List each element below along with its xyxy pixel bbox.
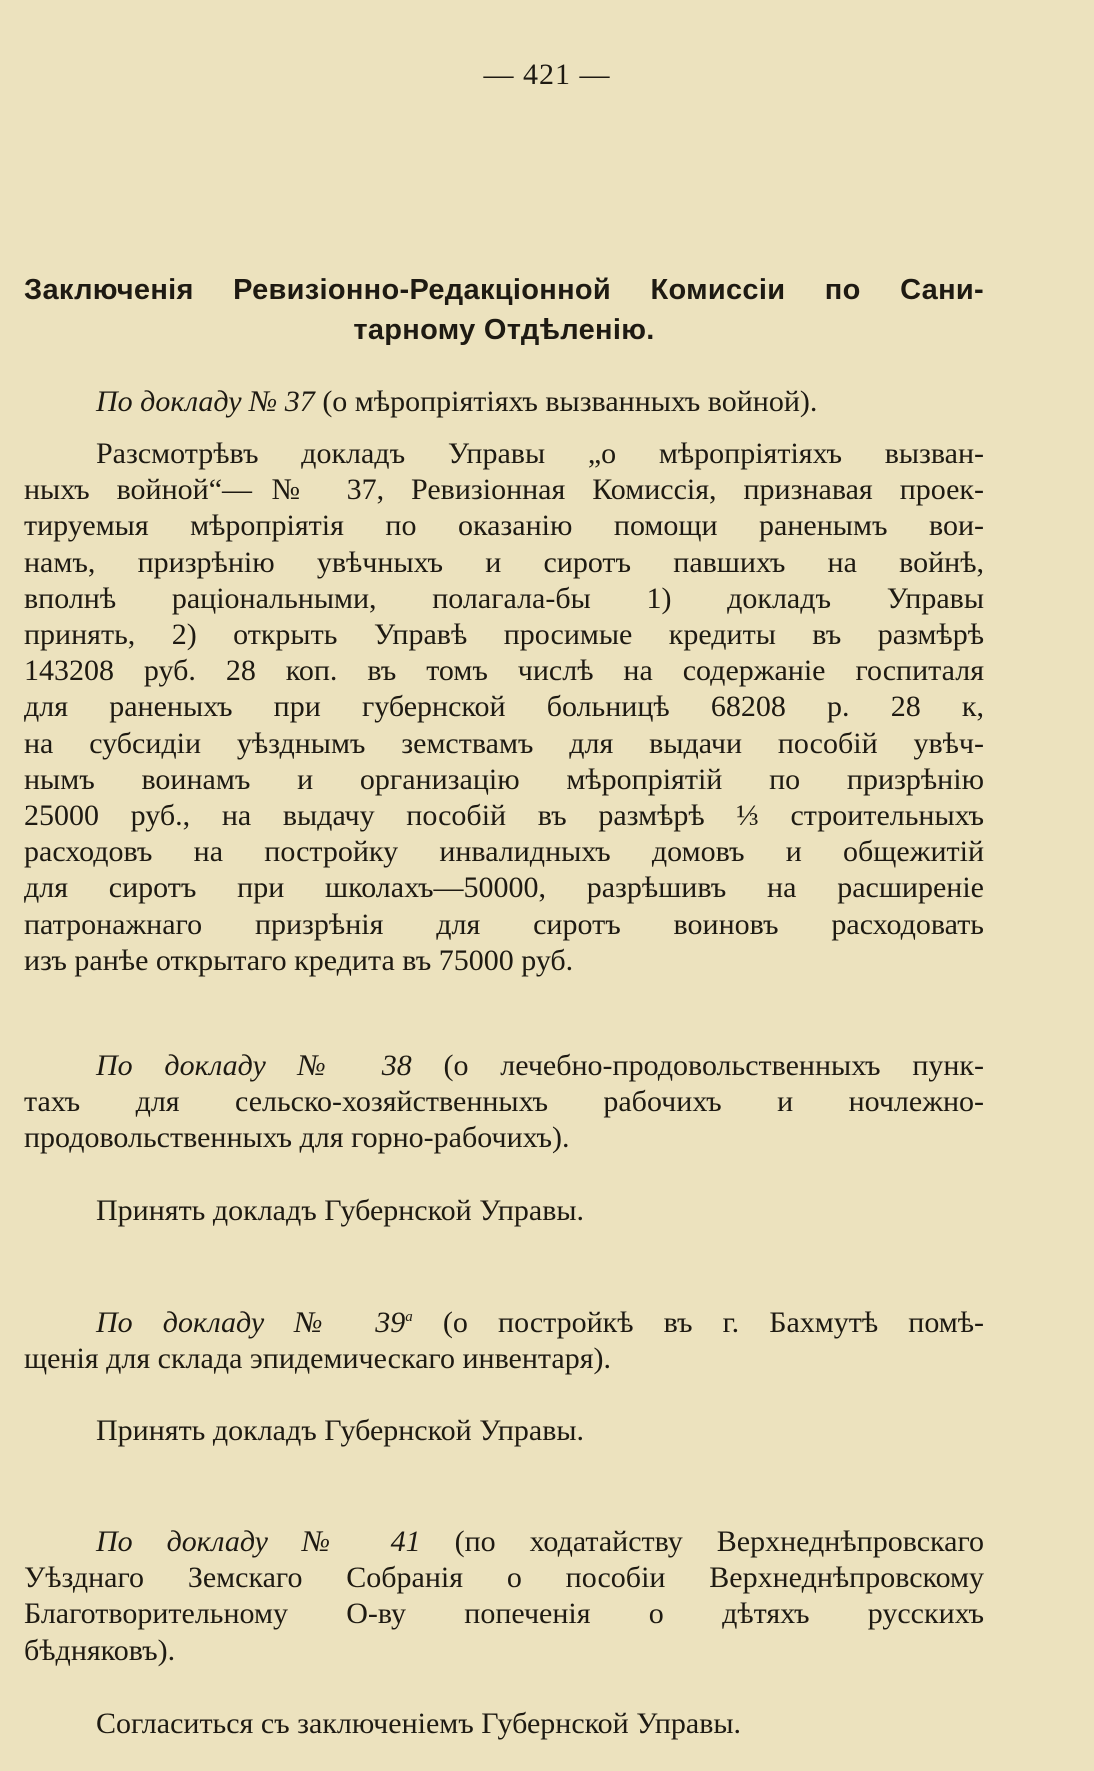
- subject-line: бѣдняковъ).: [24, 1633, 176, 1667]
- subject-line: (о постройкѣ въ г. Бахмутѣ помѣ-: [442, 1306, 985, 1339]
- body-line: изъ ранѣе открытаго кредита въ 75000 руб.: [24, 943, 574, 977]
- section-heading: [24, 270, 984, 350]
- body-line: намъ, призрѣнію увѣчныхъ и сиротъ павшихъ на войнѣ,: [24, 545, 984, 579]
- body-line: расходовъ на постройку инвалидныхъ домовъ и общежитій: [24, 835, 984, 869]
- subject-line: (о лечебно-продовольственныхъ пунк-: [443, 1049, 984, 1082]
- subject-line: продовольственныхъ для горно-рабочихъ).: [24, 1121, 570, 1155]
- subject-line: Благотворительному О-ву попеченія о дѣтяхъ русскихъ: [24, 1597, 984, 1631]
- body-line: Разсмотрѣвъ докладъ Управы „о мѣропріятіяхъ вызван-: [96, 437, 984, 470]
- report-37-title: [24, 384, 984, 420]
- report-39a-sup: а: [405, 1309, 413, 1325]
- report-37-body: [24, 436, 984, 979]
- report-38-first-line: [24, 1048, 984, 1084]
- body-line: нымъ воинамъ и организацію мѣропріятій по призрѣнію: [24, 762, 984, 796]
- heading-line-2: тарному Отдѣленію.: [353, 314, 655, 346]
- report-39a-ref: По докладу № $39^а$: [96, 1306, 413, 1339]
- report-41-resolution: Согласиться съ заключеніемъ Губернской Управы.: [96, 1707, 742, 1740]
- body-line: ныхъ войной“—№ 37, Ревизіонная Комиссія, признавая проек-: [24, 473, 984, 507]
- heading-line-1: Заключенія Ревизіонно-Редакціонной Комиссіи по Сани-: [24, 274, 984, 306]
- report-41-first-line: [24, 1524, 984, 1560]
- report-38: [24, 1048, 984, 1157]
- body-line: 143208 руб. 28 коп. въ томъ числѣ на содержаніе госпиталя: [24, 654, 984, 688]
- body-line: патронажнаго призрѣнія для сиротъ воиновъ расходовать: [24, 907, 984, 941]
- report-39a-first-line: [24, 1305, 984, 1341]
- report-39a-resolution: Принять докладъ Губернской Управы.: [96, 1414, 585, 1447]
- subject-line: тахъ для сельско-хозяйственныхъ рабочихъ и ночлежно-: [24, 1085, 984, 1119]
- body-line: для сиротъ при школахъ—50000, разрѣшивъ на расширеніе: [24, 871, 984, 905]
- report-41-ref: По докладу № 41: [96, 1525, 421, 1558]
- report-37-ref: По докладу № 37: [96, 385, 315, 418]
- body-line: для раненыхъ при губернской больницѣ 68208 р. 28 к,: [24, 690, 984, 724]
- report-38-resolution: Принять докладъ Губернской Управы.: [96, 1194, 585, 1227]
- page-number: — 421 —: [483, 58, 611, 91]
- body-line: принять, 2) открыть Управѣ просимые кредиты въ размѣрѣ: [24, 618, 984, 652]
- report-37-subject: (о мѣропріятіяхъ вызванныхъ войной).: [322, 385, 818, 418]
- report-39a: [24, 1305, 984, 1377]
- body-line: тируемыя мѣропріятія по оказанію помощи раненымъ вои-: [24, 509, 984, 543]
- body-line: 25000 руб., на выдачу пособій въ размѣрѣ ⅓ строительныхъ: [24, 799, 984, 833]
- subject-line: Уѣзднаго Земскаго Собранія о пособіи Верхнеднѣпровскому: [24, 1561, 984, 1595]
- report-41: [24, 1524, 984, 1669]
- report-38-ref: По докладу № 38: [96, 1049, 412, 1082]
- body-line: вполнѣ раціональными, полагала-бы 1) докладъ Управы: [24, 581, 984, 615]
- subject-line: (по ходатайству Верхнеднѣпровскаго: [454, 1525, 984, 1558]
- body-line: на субсидіи уѣзднымъ земствамъ для выдачи пособій увѣч-: [24, 726, 984, 760]
- subject-line: щенія для склада эпидемическаго инвентаря).: [24, 1342, 612, 1376]
